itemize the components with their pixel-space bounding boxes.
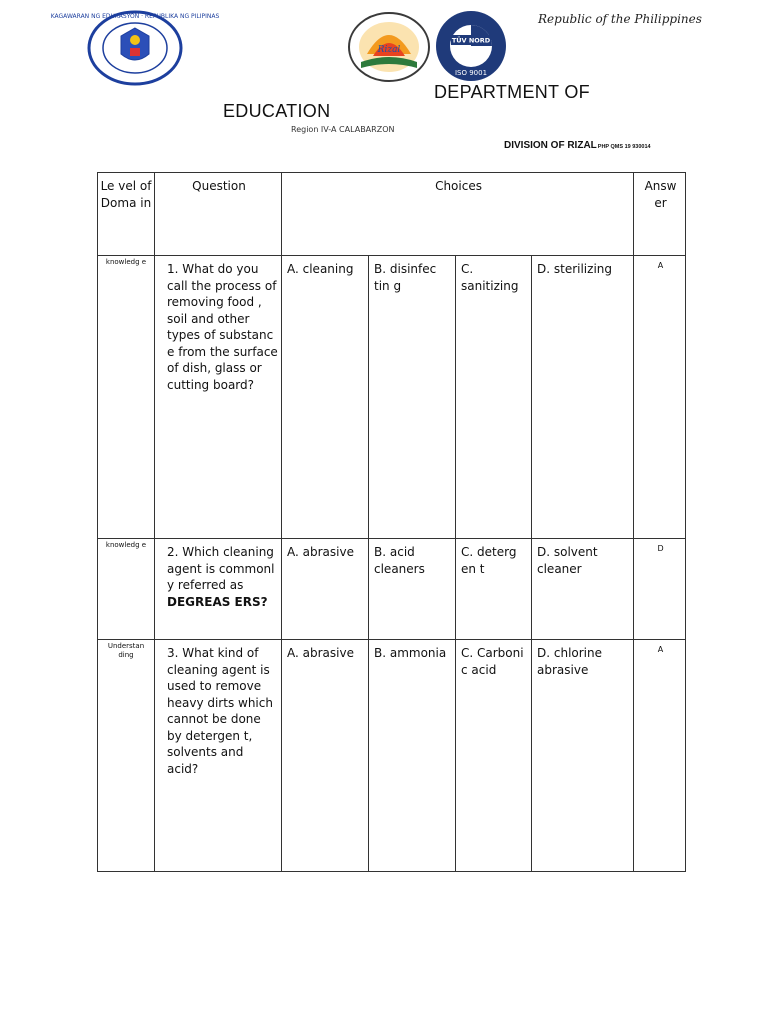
row-answer: D	[634, 539, 686, 640]
header-question: Question	[155, 173, 282, 256]
table-header-row	[98, 173, 686, 256]
table-row	[98, 640, 686, 872]
choice-a: A. abrasive	[282, 640, 369, 872]
choice-c: C. deterg en t	[456, 539, 532, 640]
qms-code: PHP QMS 19 930014	[597, 144, 651, 150]
choice-b: B. acid cleaners	[369, 539, 456, 640]
department-heading-line1: DEPARTMENT OF	[434, 82, 590, 102]
choice-c: C. Carboni c acid	[456, 640, 532, 872]
table-row	[98, 539, 686, 640]
choice-b: B. ammonia	[369, 640, 456, 872]
choice-d: D. solvent cleaner	[532, 539, 634, 640]
region-label: Region IV-A CALABARZON	[291, 125, 395, 134]
tuv-logo-top: TÜV NORD	[451, 36, 491, 45]
division-label	[504, 140, 651, 151]
question-text: 3. What kind of cleaning agent is used to remove heavy dirts which cannot be done by detergen t, solvents and acid?	[167, 646, 273, 776]
question-text: 2. Which cleaning agent is commonl y referred as	[167, 545, 275, 592]
table-row	[98, 256, 686, 539]
department-heading-line2: EDUCATION	[223, 101, 331, 121]
choice-a: A. cleaning	[282, 256, 369, 539]
tuv-iso-logo	[431, 9, 511, 84]
deped-seal-text: KAGAWARAN NG EDUKASYON · REPUBLIKA NG PILIPINAS	[50, 13, 220, 20]
row-question	[155, 539, 282, 640]
division-name: DIVISION OF RIZAL	[504, 140, 597, 151]
question-text: 1. What do you call the process of removing food , soil and other types of substanc e from the surface of dish, glass or cutting board?	[167, 262, 278, 392]
row-question	[155, 640, 282, 872]
row-level: Understan ding	[98, 640, 155, 872]
choice-a: A. abrasive	[282, 539, 369, 640]
question-emphasis: DEGREAS ERS?	[167, 594, 268, 609]
header-answer: Answ er	[634, 173, 686, 256]
tuv-logo-bottom: ISO 9001	[454, 69, 488, 77]
rizal-province-logo	[347, 12, 431, 82]
test-table	[97, 172, 686, 872]
header-level: Le vel of Doma in	[98, 173, 155, 256]
choice-d: D. sterilizing	[532, 256, 634, 539]
row-level: knowledg e	[98, 539, 155, 640]
rizal-logo-text: Rizal	[377, 45, 401, 55]
row-level: knowledg e	[98, 256, 155, 539]
row-answer: A	[634, 256, 686, 539]
choice-d: D. chlorine abrasive	[532, 640, 634, 872]
row-answer: A	[634, 640, 686, 872]
deped-seal-logo	[50, 10, 220, 86]
republic-label: Republic of the Philippines	[538, 12, 702, 26]
row-question	[155, 256, 282, 539]
header-choices: Choices	[282, 173, 634, 256]
choice-b: B. disinfec tin g	[369, 256, 456, 539]
choice-c: C. sanitizing	[456, 256, 532, 539]
